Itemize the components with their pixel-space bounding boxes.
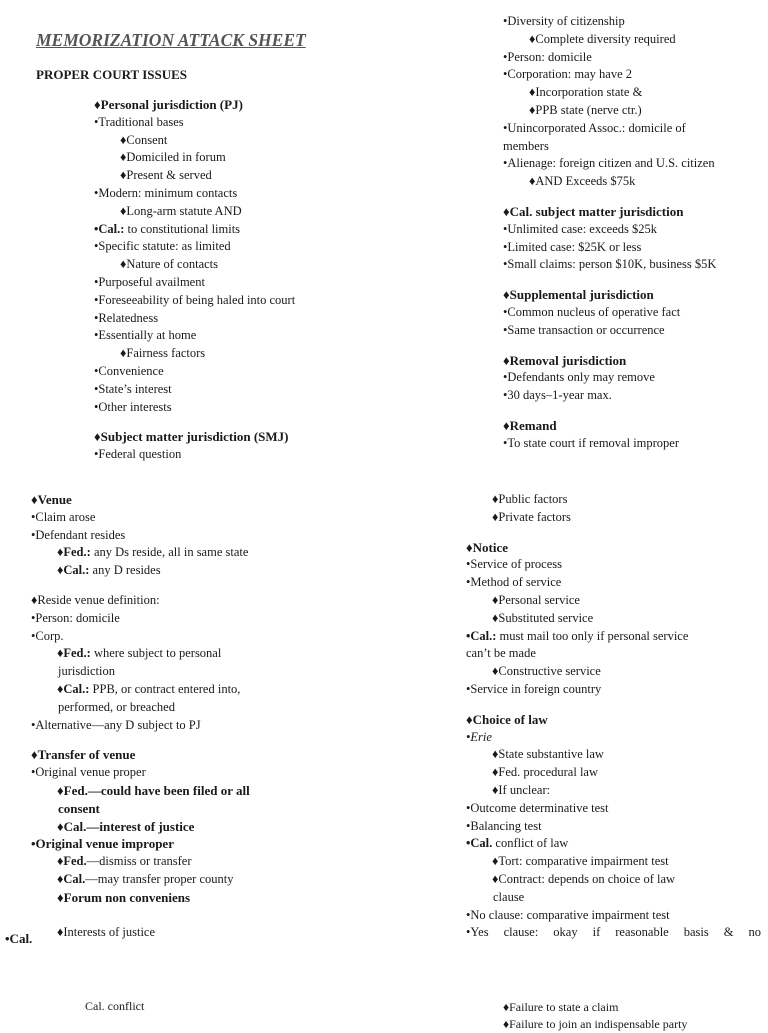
- outline-item-text: •Relatedness: [94, 310, 159, 325]
- outline-item-text: •Traditional bases: [94, 114, 184, 129]
- outline-item-bold-lead: ♦Cal.:: [57, 563, 90, 578]
- outline-item: [94, 310, 424, 328]
- column-left-top: [94, 96, 424, 464]
- column-right-top: [503, 13, 761, 453]
- outline-item: [466, 818, 761, 836]
- outline-item-text: to constitutional limits: [124, 221, 241, 236]
- outline-item-text: ♦PPB state (nerve ctr.): [529, 102, 642, 117]
- outline-item: [466, 907, 761, 925]
- outline-item: [503, 66, 761, 84]
- outline-item: [503, 256, 761, 274]
- outline-item-text: ♦AND Exceeds $75k: [529, 174, 636, 189]
- outline-item-text: •Unincorporated Assoc.: domicile of: [503, 120, 686, 135]
- outline-heading: [31, 818, 331, 836]
- outline-item: [94, 238, 424, 256]
- outline-heading: [31, 746, 331, 764]
- column-right-bottom: [466, 491, 761, 942]
- outline-heading: [503, 417, 761, 435]
- footer-right-notes: [503, 999, 753, 1033]
- outline-item: [94, 185, 424, 203]
- cal-margin-marker: •Cal.: [5, 931, 33, 946]
- outline-heading: [31, 835, 331, 853]
- outline-item-text: •State’s interest: [94, 381, 172, 396]
- outline-item: [503, 138, 761, 156]
- outline-item: [94, 446, 424, 464]
- outline-heading: [466, 539, 761, 557]
- outline-item: [31, 764, 331, 782]
- outline-item: [31, 907, 331, 925]
- outline-item: [94, 114, 424, 132]
- outline-item-text: ♦Public factors: [492, 492, 568, 506]
- outline-heading: [503, 203, 761, 221]
- outline-item-text: •Convenience: [94, 363, 164, 378]
- outline-item-text: •Foreseeability of being haled into court: [94, 292, 296, 307]
- outline-item: [94, 221, 424, 239]
- outline-item-text: •Service of process: [466, 557, 563, 572]
- outline-item: [94, 167, 424, 185]
- outline-item-text: ♦Choice of law: [466, 711, 548, 727]
- outline-heading: [503, 352, 761, 370]
- outline-heading: [31, 889, 331, 907]
- outline-item-text: ♦Complete diversity required: [529, 31, 676, 46]
- outline-item: [466, 729, 761, 747]
- outline-item: [31, 592, 331, 610]
- outline-item-text: ♦Domiciled in forum: [120, 150, 226, 165]
- outline-item-bold-lead: ♦Cal.:: [57, 681, 90, 696]
- outline-item: [466, 574, 761, 592]
- outline-item-text: •Claim arose: [31, 509, 96, 524]
- outline-item: [466, 628, 761, 646]
- outline-item-text: ♦Personal jurisdiction (PJ): [94, 97, 243, 112]
- footer-left-note: Cal. conflict: [85, 999, 145, 1013]
- outline-item-text: •Limited case: $25K or less: [503, 239, 642, 254]
- outline-item: [503, 31, 761, 49]
- outline-item-text: ♦Fed.—could have been filed or all: [57, 782, 250, 798]
- outline-item-text: •Person: domicile: [31, 610, 120, 625]
- outline-item: [94, 381, 424, 399]
- outline-item: [94, 256, 424, 274]
- outline-item: [31, 681, 331, 699]
- outline-item-text: •Person: domicile: [503, 49, 592, 64]
- outline-item-text: •Corp.: [31, 628, 64, 643]
- outline-item: [466, 800, 761, 818]
- outline-item: [466, 592, 761, 610]
- outline-item-text: ♦Venue: [31, 492, 72, 507]
- outline-item: [94, 203, 424, 221]
- outline-heading: [31, 800, 331, 818]
- outline-item-text: ♦Interests of justice: [57, 925, 156, 940]
- outline-item: [503, 369, 761, 387]
- outline-item: [94, 292, 424, 310]
- outline-item: [503, 84, 761, 102]
- column-left-bottom: [31, 491, 331, 942]
- outline-item: [503, 322, 761, 340]
- outline-item-text: •Balancing test: [466, 818, 542, 833]
- outline-item: [466, 782, 761, 800]
- outline-item-text: ♦Supplemental jurisdiction: [503, 287, 654, 303]
- outline-item: [466, 663, 761, 681]
- outline-item-text: consent: [58, 800, 100, 816]
- outline-item: [466, 556, 761, 574]
- outline-item-text: •Corporation: may have 2: [503, 67, 632, 82]
- outline-item: [31, 663, 331, 681]
- outline-item-text: ♦Fed. procedural law: [492, 765, 598, 780]
- outline-heading: [31, 491, 331, 509]
- outline-item-text: ♦Constructive service: [492, 664, 601, 679]
- outline-item-text: •Common nucleus of operative fact: [503, 304, 681, 319]
- outline-item: [503, 304, 761, 322]
- outline-item-text: •Erie: [466, 729, 492, 744]
- outline-item-text: •Method of service: [466, 575, 562, 590]
- outline-item-text: —dismiss or transfer: [86, 854, 192, 869]
- outline-item: [94, 345, 424, 363]
- outline-item-text: can’t be made: [466, 646, 536, 661]
- outline-item: [503, 49, 761, 67]
- outline-item: [31, 717, 331, 735]
- outline-item-text: ♦Consent: [120, 132, 168, 147]
- outline-item-text: must mail too only if personal service: [496, 628, 689, 643]
- outline-item: [503, 221, 761, 239]
- outline-item: [94, 132, 424, 150]
- outline-heading: [94, 96, 424, 114]
- outline-item: [466, 889, 761, 907]
- outline-item-text: ♦Cal.—interest of justice: [57, 818, 195, 834]
- outline-item-text: •Original venue improper: [31, 836, 174, 852]
- outline-item-text: ♦Tort: comparative impairment test: [492, 854, 669, 869]
- footer-right-line: ♦Failure to join an indispensable party: [503, 1017, 688, 1031]
- outline-item: [466, 764, 761, 782]
- outline-item: [503, 435, 761, 453]
- outline-item-bold-lead: ♦Fed.:: [57, 545, 91, 560]
- outline-item-text: —may transfer proper county: [85, 871, 234, 886]
- outline-item-text: ♦Long-arm statute AND: [120, 203, 242, 218]
- outline-heading: [94, 428, 424, 446]
- outline-item-text: clause: [493, 889, 525, 904]
- outline-item: [503, 155, 761, 173]
- outline-item: [503, 102, 761, 120]
- outline-item: [94, 327, 424, 345]
- outline-item-text: jurisdiction: [58, 664, 115, 679]
- outline-item-text: •Alienage: foreign citizen and U.S. citizen: [503, 156, 715, 171]
- outline-item: [31, 527, 331, 545]
- outline-item: [94, 363, 424, 381]
- outline-item-text: •Service in foreign country: [466, 681, 602, 696]
- outline-item: [466, 853, 761, 871]
- outline-heading: [466, 711, 761, 729]
- outline-item: [503, 239, 761, 257]
- outline-item-text: •Diversity of citizenship: [503, 14, 625, 28]
- outline-item: [466, 746, 761, 764]
- outline-item-text: •Other interests: [94, 399, 172, 414]
- outline-item-text: members: [503, 138, 549, 153]
- outline-item-text: •Defendants only may remove: [503, 370, 655, 385]
- outline-item: [31, 699, 331, 717]
- outline-item-text: •Unlimited case: exceeds $25k: [503, 221, 657, 236]
- outline-item: [31, 853, 331, 871]
- outline-item-text: ♦Transfer of venue: [31, 747, 136, 763]
- outline-item-text: conflict of law: [492, 836, 569, 851]
- outline-item-text: performed, or breached: [58, 699, 175, 714]
- outline-item: [94, 149, 424, 167]
- outline-item: [31, 628, 331, 646]
- outline-item-text: where subject to personal: [90, 646, 222, 661]
- outline-item-bold-lead: •Cal.:: [94, 221, 125, 236]
- outline-item-text: •Modern: minimum contacts: [94, 185, 238, 200]
- outline-item: [31, 562, 331, 580]
- outline-item: [466, 645, 761, 663]
- outline-item-bold-lead: ♦Cal.: [57, 871, 86, 886]
- outline-item: [31, 509, 331, 527]
- outline-item-text: •Yes clause: okay if reasonable basis & no: [466, 925, 761, 940]
- outline-item: [503, 13, 761, 31]
- footer-right-line: ♦Failure to state a claim: [503, 1000, 619, 1014]
- outline-item-text: •Defendant resides: [31, 527, 126, 542]
- outline-item: [503, 173, 761, 191]
- outline-item-text: ♦Nature of contacts: [120, 257, 219, 272]
- outline-item: [466, 924, 761, 942]
- outline-item-text: •Essentially at home: [94, 328, 197, 343]
- outline-item-text: ♦Subject matter jurisdiction (SMJ): [94, 429, 289, 445]
- outline-item: [31, 544, 331, 562]
- outline-item-bold-lead: ♦Fed.:: [57, 646, 91, 661]
- outline-item-text: any D resides: [89, 563, 161, 578]
- outline-item-text: ♦Cal. subject matter jurisdiction: [503, 203, 684, 219]
- outline-item-text: any Ds reside, all in same state: [90, 545, 249, 560]
- outline-item-text: •Alternative—any D subject to PJ: [31, 717, 201, 732]
- outline-item: [466, 871, 761, 889]
- outline-item: [466, 509, 761, 527]
- outline-item: [466, 491, 761, 509]
- document-title: MEMORIZATION ATTACK SHEET: [36, 30, 306, 50]
- outline-item-text: ♦Private factors: [492, 509, 571, 524]
- outline-item-bold-lead: •Cal.: [466, 836, 493, 851]
- outline-item: [31, 645, 331, 663]
- outline-item: [31, 610, 331, 628]
- outline-item-text: ♦Remand: [503, 417, 557, 433]
- outline-item-bold-lead: •Cal.:: [466, 628, 497, 643]
- outline-item-text: ♦Incorporation state &: [529, 85, 643, 100]
- outline-item-text: ♦Contract: depends on choice of law: [492, 871, 676, 886]
- outline-item-text: •To state court if removal improper: [503, 435, 680, 450]
- outline-item-text: ♦Reside venue definition:: [31, 592, 160, 607]
- outline-item-text: ♦Present & served: [120, 168, 212, 183]
- outline-item: [466, 681, 761, 699]
- outline-item-text: ♦State substantive law: [492, 747, 604, 762]
- outline-heading: [31, 782, 331, 800]
- outline-item: [503, 120, 761, 138]
- section-heading: PROPER COURT ISSUES: [36, 67, 188, 82]
- outline-item: [466, 835, 761, 853]
- outline-item-text: •Small claims: person $10K, business $5K: [503, 257, 717, 272]
- outline-item-text: ♦Substituted service: [492, 610, 594, 625]
- outline-item: [31, 924, 331, 942]
- outline-item: [94, 399, 424, 417]
- outline-item-text: •Purposeful availment: [94, 274, 205, 289]
- outline-item-text: •Specific statute: as limited: [94, 239, 231, 254]
- outline-item-text: ♦Fairness factors: [120, 346, 206, 361]
- outline-heading: [503, 286, 761, 304]
- outline-item-text: ♦Notice: [466, 539, 509, 555]
- outline-item-text: ♦If unclear:: [492, 782, 551, 797]
- outline-item-text: •30 days–1-year max.: [503, 388, 612, 403]
- outline-item-text: •No clause: comparative impairment test: [466, 907, 670, 922]
- outline-item-text: •Outcome determinative test: [466, 800, 609, 815]
- outline-item: [94, 274, 424, 292]
- outline-item-text: •Original venue proper: [31, 765, 146, 780]
- outline-item-text: PPB, or contract entered into,: [89, 681, 241, 696]
- outline-item: [31, 871, 331, 889]
- outline-item: [503, 387, 761, 405]
- outline-item-text: ♦Forum non conveniens: [57, 889, 191, 905]
- outline-item-bold-lead: ♦Fed.: [57, 854, 87, 869]
- outline-item-text: ♦Personal service: [492, 592, 580, 607]
- outline-item-text: •Same transaction or occurrence: [503, 322, 665, 337]
- outline-item: [466, 610, 761, 628]
- outline-item-text: ♦Removal jurisdiction: [503, 352, 627, 368]
- outline-item-text: •Federal question: [94, 447, 182, 462]
